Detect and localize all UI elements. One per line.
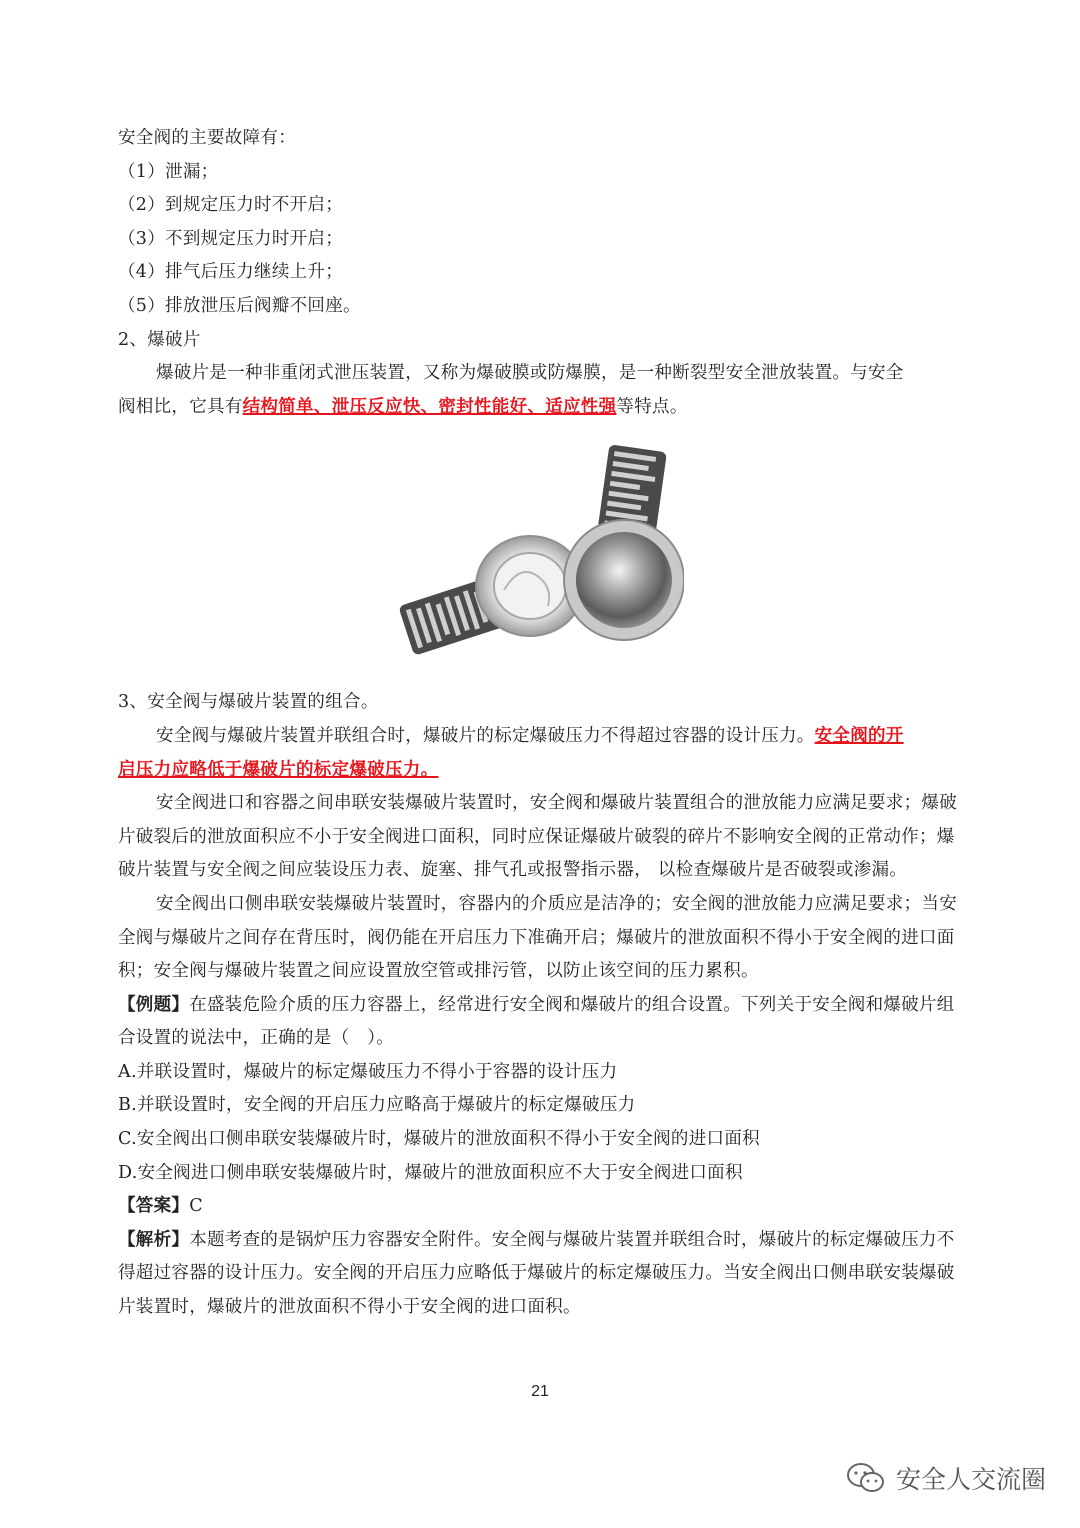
paragraph: 安全阀进口和容器之间串联安装爆破片装置时，安全阀和爆破片装置组合的泄放能力应满足要求；爆破片破裂后的泄放面积应不小于安全阀进口面积，同时应保证爆破片破裂的碎片不影响安全阀的正常动作；爆破片装置与安全阀之间应装设压力表、旋塞、排气孔或报警指示器， 以检查爆破片是否破裂或渗漏。 — [118, 793, 957, 881]
option-b: B.并联设置时，安全阀的开启压力应略高于爆破片的标定爆破压力 — [118, 1095, 636, 1116]
watermark — [846, 1460, 1046, 1496]
example-text: 在盛装危险介质的压力容器上，经常进行安全阀和爆破片的组合设置。下列关于安全阀和爆破片组合设置的说法中，正确的是（ ）。 — [118, 994, 955, 1049]
section-heading: 2、爆破片 — [118, 329, 201, 350]
text-span: 安全阀与爆破片装置并联组合时，爆破片的标定爆破压力不得超过容器的设计压力。 — [156, 725, 815, 746]
rupture-disc-image — [392, 440, 684, 666]
list-item: （2）到规定压力时不开启； — [118, 195, 344, 216]
list-item: （4）排气后压力继续上升； — [118, 262, 344, 283]
option-a: A.并联设置时，爆破片的标定爆破压力不得小于容器的设计压力 — [118, 1061, 618, 1082]
answer-tag: 【答案】 — [118, 1196, 190, 1217]
list-item: （1）泄漏； — [118, 161, 219, 182]
highlight-text: 启压力应略低于爆破片的标定爆破压力。 — [118, 759, 439, 780]
text-span: 阀相比，它具有 — [118, 396, 243, 417]
page-number: 21 — [531, 1383, 549, 1400]
option-d: D.安全阀进口侧串联安装爆破片时，爆破片的泄放面积应不大于安全阀进口面积 — [118, 1162, 743, 1183]
explanation — [118, 1224, 963, 1325]
list-item: （5）排放泄压后阀瓣不回座。 — [118, 295, 361, 316]
answer — [118, 1190, 963, 1224]
answer-value: C — [189, 1196, 203, 1217]
highlight-text: 结构简单、泄压反应快、密封性能好、适应性强 — [242, 396, 617, 417]
highlight-text: 安全阀的开 — [814, 725, 904, 746]
example-tag: 【例题】 — [118, 994, 190, 1015]
body-text — [118, 122, 963, 1325]
paragraph: 安全阀出口侧串联安装爆破片装置时，容器内的介质应是洁净的；安全阀的泄放能力应满足要求；当安全阀与爆破片之间存在背压时，阀仍能在开启压力下准确开启；爆破片的泄放面积不得小于安全阀的进口面积；安全阀与爆破片装置之间应设置放空管或排污管，以防止该空间的压力累积。 — [118, 893, 957, 982]
wechat-icon — [846, 1461, 886, 1495]
section-heading: 3、安全阀与爆破片装置的组合。 — [118, 692, 379, 713]
watermark-text: 安全人交流圈 — [895, 1465, 1046, 1494]
list-item: （3）不到规定压力时开启； — [118, 228, 344, 249]
text-line — [118, 720, 963, 754]
text-line — [118, 754, 963, 788]
example-question — [118, 989, 963, 1056]
option-c: C.安全阀出口侧串联安装爆破片时，爆破片的泄放面积不得小于安全阀的进口面积 — [118, 1129, 760, 1150]
text-span: 等特点。 — [616, 396, 688, 417]
text-line — [118, 391, 963, 425]
explanation-text: 本题考查的是锅炉压力容器安全附件。安全阀与爆破片装置并联组合时，爆破片的标定爆破压力不得超过容器的设计压力。安全阀的开启压力应略低于爆破片的标定爆破压力。当安全阀出口侧串联安装爆破片装置时，爆破片的泄放面积不得小于安全阀的进口面积。 — [118, 1229, 955, 1318]
text-line: 安全阀的主要故障有： — [118, 128, 296, 148]
text-line: 爆破片是一种非重闭式泄压装置，又称为爆破膜或防爆膜，是一种断裂型安全泄放装置。与安全 — [156, 363, 904, 384]
explanation-tag: 【解析】 — [118, 1229, 190, 1250]
